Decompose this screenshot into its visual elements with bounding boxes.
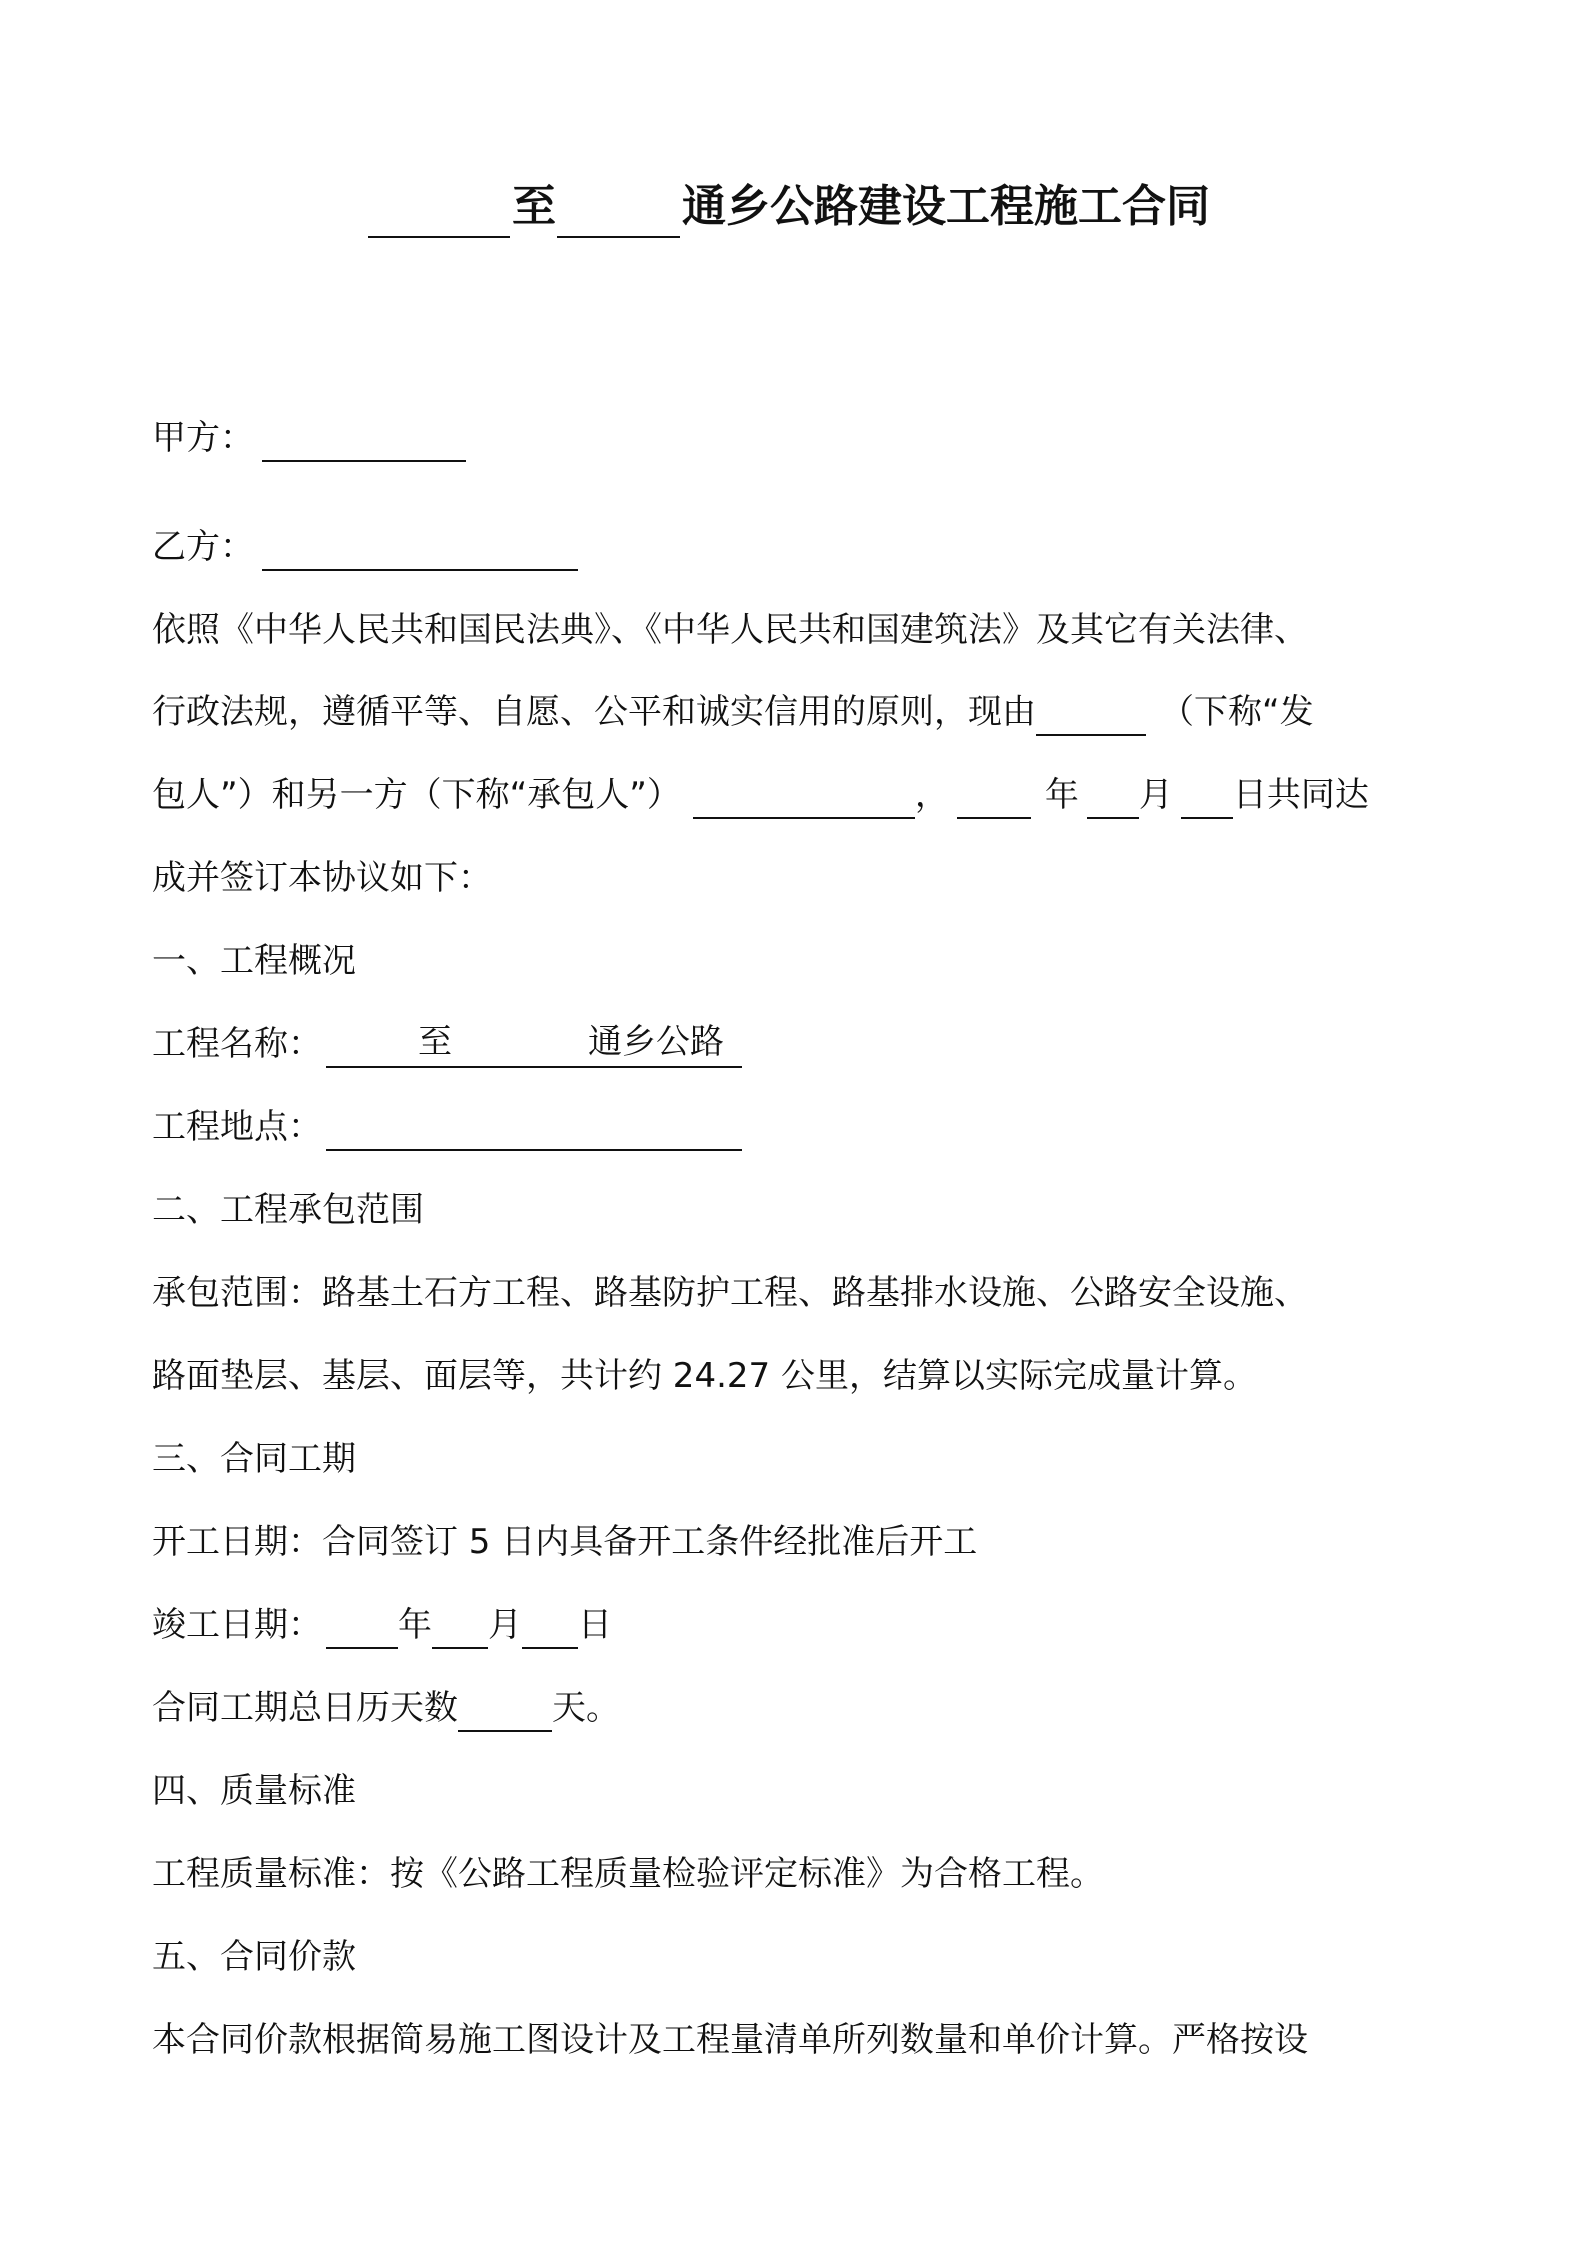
preamble-line-1: 依照《中华人民共和国民法典》、《中华人民共和国建筑法》及其它有关法律、 — [152, 610, 1308, 650]
completion-month-label: 月 — [488, 1605, 522, 1645]
completion-date-line — [152, 1597, 1452, 1653]
project-location-blank — [326, 1101, 742, 1151]
start-date-line: 开工日期：合同签订 5 日内具备开工条件经批准后开工 — [152, 1522, 978, 1562]
project-name-field — [326, 1018, 742, 1068]
project-name-rest: 通乡公路 — [588, 1022, 724, 1062]
project-location-line — [152, 1099, 1452, 1155]
section-5-heading: 五、合同价款 — [152, 1937, 356, 1977]
section-2-heading: 二、工程承包范围 — [152, 1190, 424, 1230]
sign-day-blank — [1181, 769, 1233, 819]
document-title — [0, 172, 1586, 242]
total-days-unit: 天。 — [552, 1688, 620, 1728]
preamble-line-2-text: 行政法规，遵循平等、自愿、公平和诚实信用的原则，现由 — [152, 692, 1036, 732]
employer-blank — [1036, 686, 1146, 736]
preamble-comma: ， — [914, 775, 949, 815]
party-a-blank — [262, 412, 466, 462]
sign-year-label: 年 — [1044, 775, 1079, 815]
section-4-heading: 四、质量标准 — [152, 1771, 356, 1811]
completion-year-label: 年 — [398, 1605, 432, 1645]
scope-line-1: 承包范围：路基土石方工程、路基防护工程、路基排水设施、公路安全设施、 — [152, 1273, 1308, 1313]
completion-year-blank — [326, 1599, 398, 1649]
sign-month-label: 月 — [1138, 775, 1173, 815]
completion-month-blank — [432, 1599, 488, 1649]
project-name-line — [152, 1016, 1452, 1072]
total-days-line — [152, 1680, 1452, 1736]
completion-day-blank — [522, 1599, 578, 1649]
project-location-label: 工程地点： — [152, 1107, 322, 1147]
party-b-label: 乙方： — [152, 527, 254, 567]
contractor-blank — [693, 769, 915, 819]
party-b-blank — [262, 521, 578, 571]
party-a-line — [152, 410, 1452, 466]
preamble-line-2-end: （下称“发 — [1160, 692, 1314, 732]
title-to: 至 — [512, 181, 556, 232]
party-b-line — [152, 519, 1452, 575]
scope-line-2: 路面垫层、基层、面层等，共计约 24.27 公里，结算以实际完成量计算。 — [152, 1356, 1257, 1396]
price-line-1: 本合同价款根据简易施工图设计及工程量清单所列数量和单价计算。严格按设 — [152, 2020, 1308, 2060]
section-3-heading: 三、合同工期 — [152, 1439, 356, 1479]
preamble-line-2 — [152, 684, 1452, 740]
sign-month-blank — [1087, 769, 1139, 819]
total-days-blank — [458, 1682, 552, 1732]
completion-day-label: 日 — [578, 1605, 612, 1645]
title-blank-end — [557, 172, 680, 238]
title-text: 通乡公路建设工程施工合同 — [682, 181, 1210, 232]
project-name-label: 工程名称： — [152, 1024, 322, 1064]
completion-date-label: 竣工日期： — [152, 1605, 322, 1645]
total-days-label: 合同工期总日历天数 — [152, 1688, 458, 1728]
sign-day-label: 日共同达 — [1232, 775, 1369, 815]
title-blank-start — [368, 172, 510, 238]
preamble-line-3 — [152, 767, 1452, 823]
section-1-heading: 一、工程概况 — [152, 941, 356, 981]
preamble-line-3-text: 包人”）和另一方（下称“承包人”） — [152, 775, 681, 815]
quality-standard-line: 工程质量标准：按《公路工程质量检验评定标准》为合格工程。 — [152, 1854, 1104, 1894]
preamble-line-4: 成并签订本协议如下： — [152, 858, 492, 898]
project-name-to: 至 — [418, 1022, 452, 1062]
sign-year-blank — [957, 769, 1031, 819]
party-a-label: 甲方： — [152, 418, 254, 458]
